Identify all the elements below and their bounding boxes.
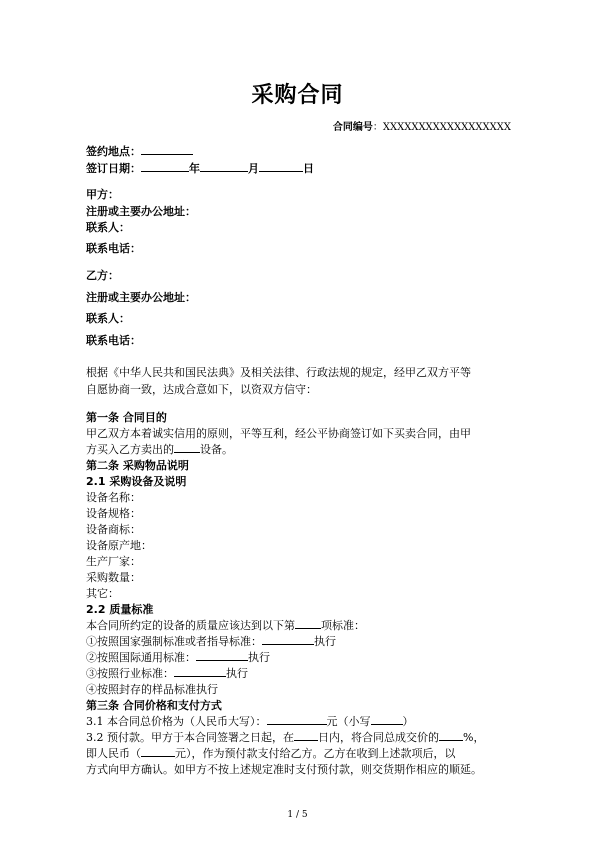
section-3-2-line-1 — [86, 729, 484, 745]
quality-intro-text: 本合同所约定的设备的质量应该达到以下第 — [86, 619, 295, 632]
article-1-title: 第一条 合同目的 — [86, 411, 167, 424]
contract-number-value: ：XXXXXXXXXXXXXXXXXX — [372, 122, 511, 133]
quality-intro — [86, 617, 365, 633]
standard-3-text: ③按照行业标准： — [86, 667, 174, 680]
item-other: 其它： — [86, 587, 119, 600]
article-1-text: 方买入乙方卖出的 — [86, 443, 174, 456]
standard-2 — [86, 649, 270, 665]
prepay-percent: %， — [463, 731, 485, 744]
total-price-end: ） — [402, 715, 414, 728]
party-b-contact: 联系人： — [86, 312, 130, 325]
contract-number — [333, 118, 511, 133]
standard-4: ④按照封存的样品标准执行 — [86, 683, 218, 696]
prepay-days-blank — [294, 729, 318, 741]
item-origin: 设备原产地： — [86, 539, 152, 552]
item-manufacturer: 生产厂家： — [86, 555, 141, 568]
article-1-text-end: 设备。 — [200, 443, 233, 456]
sign-place-line — [86, 143, 193, 159]
party-b: 乙方： — [86, 269, 119, 282]
standard-3-blank — [174, 665, 226, 677]
party-a: 甲方： — [86, 188, 119, 201]
standard-1-blank — [262, 633, 314, 645]
article-1-line-1: 甲乙双方本着诚实信用的原则，平等互利，经公平协商签订如下买卖合同，由甲 — [86, 427, 471, 440]
standard-3-end: 执行 — [226, 667, 248, 680]
day-blank — [259, 160, 303, 172]
item-name: 设备名称： — [86, 491, 141, 504]
prepay-mid: 日内，将合同总成交价的 — [318, 731, 439, 744]
total-price-lower-blank — [371, 713, 403, 725]
party-b-phone: 联系电话： — [86, 334, 141, 347]
section-2-1-title: 2.1 采购设备及说明 — [86, 475, 187, 488]
party-a-contact: 联系人： — [86, 221, 130, 234]
standard-2-end: 执行 — [248, 651, 270, 664]
prepay-percent-blank — [439, 729, 463, 741]
standard-1-text: ①按照国家强制标准或者指导标准： — [86, 635, 262, 648]
prepay-amount-text: 即人民币（ — [86, 747, 141, 760]
section-2-2-title: 2.2 质量标准 — [86, 603, 154, 616]
year-label: 年 — [189, 162, 200, 175]
party-b-address: 注册或主要办公地址： — [86, 291, 196, 304]
sign-date-label: 签订日期： — [86, 162, 141, 175]
preamble-line-1: 根据《中华人民共和国民法典》及相关法律、行政法规的规定，经甲乙双方平等 — [86, 366, 471, 379]
year-blank — [141, 160, 189, 172]
standard-2-text: ②按照国际通用标准： — [86, 651, 196, 664]
party-a-phone: 联系电话： — [86, 242, 141, 255]
contract-number-label: 合同编号 — [332, 122, 373, 133]
month-blank — [200, 160, 248, 172]
standard-choice-blank — [295, 617, 321, 629]
total-price-upper-blank — [267, 713, 327, 725]
standard-1 — [86, 633, 336, 649]
prepay-text: 3.2 预付款。甲方于本合同签署之日起，在 — [86, 731, 294, 744]
page-number: 1 / 5 — [287, 810, 308, 820]
total-price-text: 3.1 本合同总价格为（人民币大写）： — [86, 715, 267, 728]
standard-3 — [86, 665, 248, 681]
article-3-title: 第三条 合同价格和支付方式 — [86, 699, 222, 712]
article-2-title: 第二条 采购物品说明 — [86, 459, 189, 472]
standard-1-end: 执行 — [314, 635, 336, 648]
section-3-2-line-3: 方式向甲方确认。如甲方不按上述规定准时支付预付款，则交货期作相应的顺延。 — [86, 763, 482, 776]
month-label: 月 — [248, 162, 259, 175]
document-title: 采购合同 — [251, 83, 344, 108]
equipment-blank — [174, 441, 200, 453]
total-price-mid: 元（小写 — [326, 715, 371, 728]
sign-place-label: 签约地点： — [86, 145, 141, 158]
item-quantity: 采购数量： — [86, 571, 141, 584]
sign-place-blank — [141, 143, 193, 155]
prepay-amount-end: 元），作为预付款支付给乙方。乙方在收到上述款项后，以 — [175, 747, 456, 760]
day-label: 日 — [303, 162, 314, 175]
section-3-2-line-2 — [86, 745, 456, 761]
preamble-line-2: 自愿协商一致，达成合意如下，以资双方信守： — [86, 383, 317, 396]
item-spec: 设备规格： — [86, 507, 141, 520]
prepay-amount-blank — [141, 745, 175, 757]
quality-intro-end: 项标准： — [321, 619, 365, 632]
section-3-1 — [86, 713, 414, 729]
party-a-address: 注册或主要办公地址： — [86, 205, 196, 218]
sign-date-line — [86, 160, 314, 176]
article-1-line-2 — [86, 441, 233, 457]
standard-2-blank — [196, 649, 248, 661]
item-brand: 设备商标： — [86, 523, 141, 536]
